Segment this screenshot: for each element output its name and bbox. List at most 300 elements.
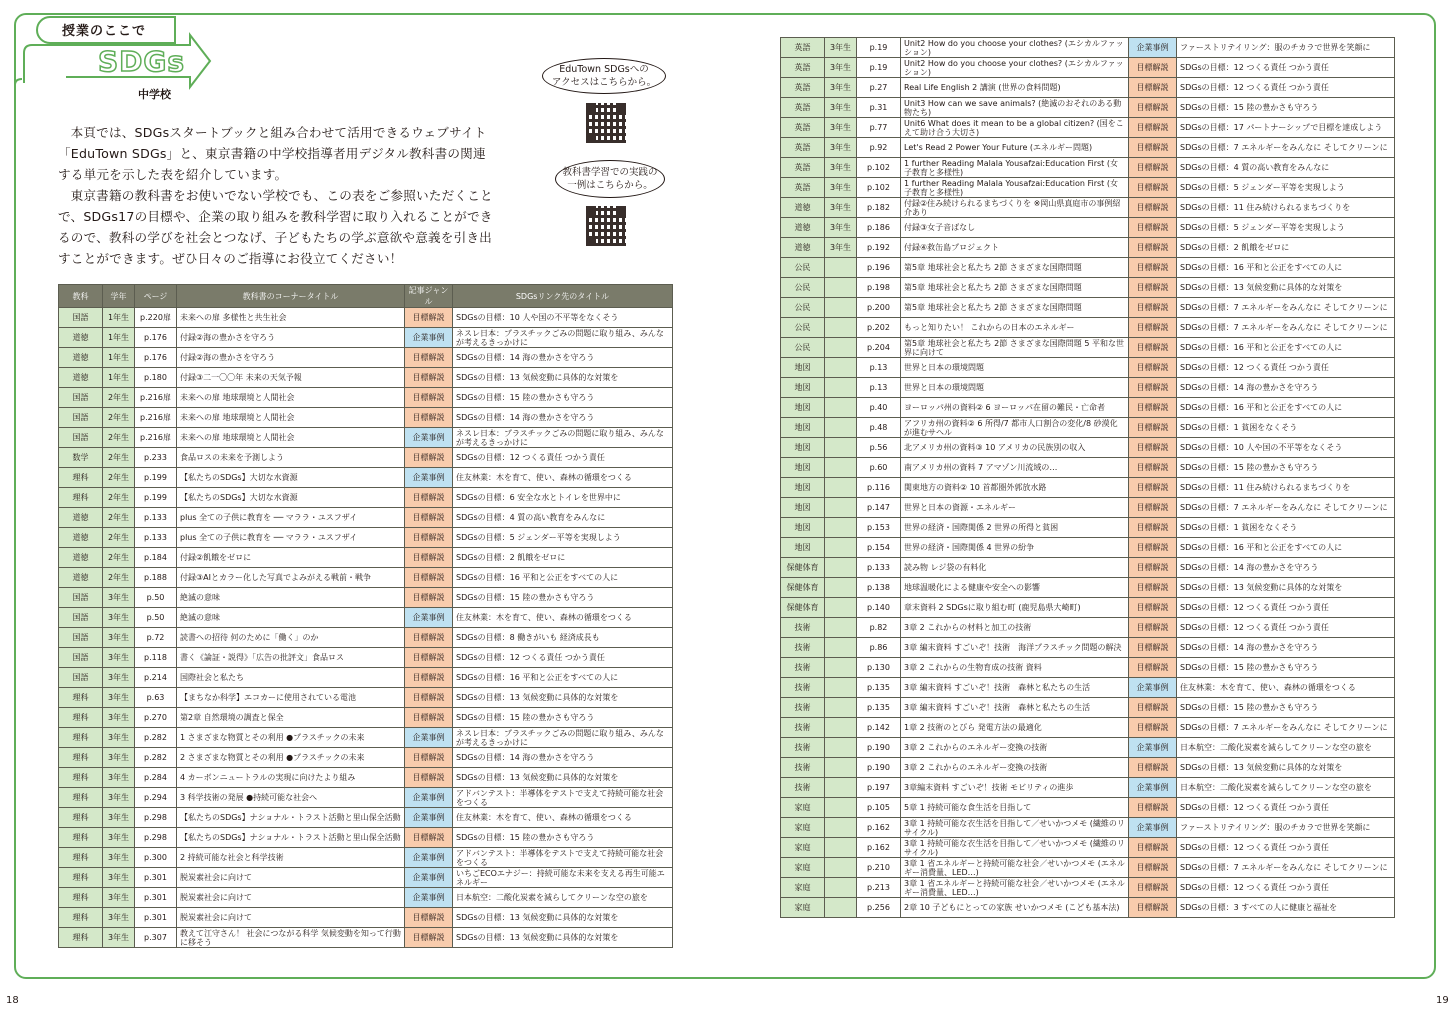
cell-genre: 目標解説	[1129, 718, 1177, 738]
cell-subject: 家庭	[781, 858, 825, 878]
table-row	[59, 368, 673, 388]
cell-link-title: 日本航空：二酸化炭素を減らしてクリーンな空の旅を	[1177, 778, 1395, 798]
cell-link-title: SDGsの目標：10 人や国の不平等をなくそう	[1177, 438, 1395, 458]
cell-grade: 2年生	[103, 548, 135, 568]
cell-corner-title: 5章 1 持続可能な食生活を目指して	[901, 798, 1129, 818]
table-row	[781, 518, 1395, 538]
cell-page: p.154	[857, 538, 901, 558]
cell-corner-title: 付録②海の豊かさを守ろう	[177, 348, 405, 368]
table-row	[59, 388, 673, 408]
cell-subject: 国語	[59, 428, 103, 448]
cell-subject: 英語	[781, 78, 825, 98]
page-number-right: 19	[1436, 995, 1449, 1006]
cell-link-title: SDGsの目標：14 海の豊かさを守ろう	[1177, 638, 1395, 658]
cell-subject: 技術	[781, 618, 825, 638]
cell-link-title: SDGsの目標：15 陸の豊かさも守ろう	[1177, 458, 1395, 478]
table-row	[59, 708, 673, 728]
cell-link-title: 住友林業：木を育て、使い、森林の循環をつくる	[453, 468, 673, 488]
cell-grade	[825, 878, 857, 898]
cell-link-title: SDGsの目標：8 働きがいも 経済成長も	[453, 628, 673, 648]
cell-grade: 3年生	[103, 648, 135, 668]
cell-subject: 技術	[781, 758, 825, 778]
cell-subject: 保健体育	[781, 558, 825, 578]
header-corner-title: 教科書のコーナータイトル	[177, 285, 405, 308]
cell-subject: 英語	[781, 98, 825, 118]
cell-link-title: SDGsの目標：15 陸の豊かさも守ろう	[453, 828, 673, 848]
cell-grade	[825, 538, 857, 558]
cell-link-title: ファーストリテイリング：服のチカラで世界を笑顔に	[1177, 818, 1395, 838]
cell-genre: 目標解説	[1129, 618, 1177, 638]
cell-link-title: 住友林業：木を育て、使い、森林の循環をつくる	[453, 608, 673, 628]
cell-subject: 理科	[59, 908, 103, 928]
cell-link-title: SDGsの目標：16 平和と公正をすべての人に	[1177, 398, 1395, 418]
left-sdgs-table	[58, 284, 673, 948]
cell-link-title: SDGsの目標：11 住み続けられるまちづくりを	[1177, 198, 1395, 218]
cell-corner-title: 付録④救缶島プロジェクト	[901, 238, 1129, 258]
edutown-bubble-line-2: アクセスはこちらから。	[551, 77, 657, 88]
cell-grade: 3年生	[103, 828, 135, 848]
table-row	[781, 458, 1395, 478]
cell-genre: 目標解説	[1129, 338, 1177, 358]
cell-subject: 地図	[781, 418, 825, 438]
cell-page: p.133	[135, 528, 177, 548]
cell-subject: 理科	[59, 928, 103, 948]
cell-grade	[825, 898, 857, 918]
table-row	[781, 838, 1395, 858]
cell-page: p.56	[857, 438, 901, 458]
cell-link-title: SDGsの目標：17 パートナーシップで目標を達成しよう	[1177, 118, 1395, 138]
cell-corner-title: 3章 編末資料 すごいぞ！技術 森林と私たちの生活	[901, 698, 1129, 718]
cell-genre: 目標解説	[1129, 498, 1177, 518]
cell-link-title: SDGsの目標：15 陸の豊かさも守ろう	[453, 388, 673, 408]
cell-page: p.50	[135, 588, 177, 608]
cell-genre: 目標解説	[1129, 78, 1177, 98]
cell-subject: 地図	[781, 518, 825, 538]
cell-subject: 公民	[781, 278, 825, 298]
cell-corner-title: 食品ロスの未来を予測しよう	[177, 448, 405, 468]
cell-link-title: 日本航空：二酸化炭素を減らしてクリーンな空の旅を	[453, 888, 673, 908]
edutown-access-bubble	[542, 58, 666, 94]
cell-grade: 3年生	[825, 218, 857, 238]
intro-text	[58, 122, 494, 269]
cell-genre: 目標解説	[1129, 278, 1177, 298]
table-row	[59, 868, 673, 888]
left-table-body	[59, 308, 673, 948]
cell-grade	[825, 398, 857, 418]
cell-page: p.190	[857, 738, 901, 758]
cell-page: p.220扉	[135, 308, 177, 328]
cell-genre: 目標解説	[405, 448, 453, 468]
cell-corner-title: 付録②飢餓をゼロに	[177, 548, 405, 568]
cell-genre: 目標解説	[405, 928, 453, 948]
cell-corner-title: 【まちなか科学】エコカーに使用されている電池	[177, 688, 405, 708]
cell-page: p.19	[857, 58, 901, 78]
cell-subject: 技術	[781, 658, 825, 678]
table-row	[781, 358, 1395, 378]
cell-link-title: SDGsの目標：5 ジェンダー平等を実現しよう	[1177, 218, 1395, 238]
cell-link-title: SDGsの目標：12 つくる責任 つかう責任	[1177, 358, 1395, 378]
cell-subject: 技術	[781, 678, 825, 698]
cell-genre: 目標解説	[1129, 798, 1177, 818]
cell-page: p.135	[857, 678, 901, 698]
cell-subject: 英語	[781, 118, 825, 138]
table-row	[781, 138, 1395, 158]
cell-genre: 企業事例	[1129, 818, 1177, 838]
cell-subject: 理科	[59, 488, 103, 508]
cell-grade	[825, 358, 857, 378]
cell-corner-title: Unit2 How do you choose your clothes? (エシカルファッション)	[901, 38, 1129, 58]
cell-subject: 技術	[781, 778, 825, 798]
cell-page: p.116	[857, 478, 901, 498]
cell-genre: 目標解説	[1129, 118, 1177, 138]
cell-corner-title: Unit2 How do you choose your clothes? (エシカルファッション)	[901, 58, 1129, 78]
cell-link-title: 住友林業：木を育て、使い、森林の循環をつくる	[453, 808, 673, 828]
cell-link-title: いちごECOエナジー：持続可能な未来を支える再生可能エネルギー	[453, 868, 673, 888]
table-row	[781, 158, 1395, 178]
table-row	[781, 438, 1395, 458]
cell-subject: 道徳	[59, 528, 103, 548]
cell-genre: 目標解説	[1129, 758, 1177, 778]
cell-page: p.180	[135, 368, 177, 388]
cell-corner-title: 付録②海の豊かさを守ろう	[177, 328, 405, 348]
cell-genre: 目標解説	[405, 348, 453, 368]
cell-subject: 理科	[59, 828, 103, 848]
cell-subject: 道徳	[781, 238, 825, 258]
cell-corner-title: 世界と日本の環境問題	[901, 378, 1129, 398]
table-row	[59, 808, 673, 828]
cell-link-title: SDGsの目標：15 陸の豊かさも守ろう	[1177, 698, 1395, 718]
cell-page: p.86	[857, 638, 901, 658]
header-label: 授業のここで	[62, 24, 147, 39]
cell-subject: 技術	[781, 718, 825, 738]
cell-genre: 目標解説	[405, 368, 453, 388]
cell-genre: 目標解説	[405, 628, 453, 648]
cell-page: p.118	[135, 648, 177, 668]
cell-genre: 目標解説	[1129, 878, 1177, 898]
cell-corner-title: Unit6 What does it mean to be a global citizen? (国をこえて助け合う大切さ)	[901, 118, 1129, 138]
cell-genre: 目標解説	[1129, 598, 1177, 618]
cell-grade: 3年生	[825, 118, 857, 138]
cell-genre: 企業事例	[405, 788, 453, 808]
table-row	[781, 238, 1395, 258]
cell-grade	[825, 858, 857, 878]
cell-link-title: SDGsの目標：12 つくる責任 つかう責任	[1177, 878, 1395, 898]
cell-genre: 目標解説	[1129, 438, 1177, 458]
cell-link-title: SDGsの目標：15 陸の豊かさも守ろう	[453, 588, 673, 608]
cell-genre: 企業事例	[405, 728, 453, 748]
table-row	[59, 828, 673, 848]
cell-corner-title: 2章 10 子どもにとっての家族 せいかつメモ (こども基本法)	[901, 898, 1129, 918]
cell-genre: 目標解説	[405, 648, 453, 668]
cell-page: p.31	[857, 98, 901, 118]
cell-corner-title: 世界の経済・国際関係 4 世界の紛争	[901, 538, 1129, 558]
edutown-bubble-line-1: EduTown SDGsへの	[559, 64, 649, 75]
cell-page: p.282	[135, 748, 177, 768]
cell-corner-title: 3章 1 省エネルギーと持続可能な社会／せいかつメモ (エネルギー消費量、LED…)	[901, 858, 1129, 878]
table-row	[59, 668, 673, 688]
cell-genre: 目標解説	[1129, 358, 1177, 378]
cell-link-title: SDGsの目標：1 貧困をなくそう	[1177, 418, 1395, 438]
cell-corner-title: Let's Read 2 Power Your Future (エネルギー問題)	[901, 138, 1129, 158]
cell-grade: 3年生	[103, 808, 135, 828]
cell-genre: 目標解説	[1129, 418, 1177, 438]
cell-link-title: SDGsの目標：7 エネルギーをみんなに そしてクリーンに	[1177, 858, 1395, 878]
cell-corner-title: 第5章 地球社会と私たち 2節 さまざまな国際問題	[901, 278, 1129, 298]
table-row	[59, 748, 673, 768]
practice-bubble-line-1: 教科書学習での実践の	[562, 167, 658, 178]
cell-link-title: SDGsの目標：10 人や国の不平等をなくそう	[453, 308, 673, 328]
cell-link-title: ネスレ日本：プラスチックごみの問題に取り組み、みんなが考えるきっかけに	[453, 428, 673, 448]
cell-grade: 3年生	[103, 848, 135, 868]
table-row	[781, 318, 1395, 338]
cell-grade: 3年生	[103, 768, 135, 788]
cell-subject: 道徳	[59, 328, 103, 348]
cell-subject: 地図	[781, 478, 825, 498]
cell-page: p.182	[857, 198, 901, 218]
cell-link-title: SDGsの目標：15 陸の豊かさも守ろう	[1177, 658, 1395, 678]
cell-page: p.307	[135, 928, 177, 948]
cell-link-title: アドバンテスト：半導体をテストで支えて持続可能な社会をつくる	[453, 788, 673, 808]
cell-grade	[825, 598, 857, 618]
cell-genre: 企業事例	[1129, 738, 1177, 758]
cell-grade: 3年生	[825, 58, 857, 78]
cell-link-title: ファーストリテイリング：服のチカラで世界を笑顔に	[1177, 38, 1395, 58]
cell-subject: 地図	[781, 358, 825, 378]
cell-genre: 目標解説	[405, 748, 453, 768]
cell-page: p.102	[857, 178, 901, 198]
cell-corner-title: 世界と日本の資源・エネルギー	[901, 498, 1129, 518]
cell-grade: 3年生	[825, 38, 857, 58]
cell-page: p.188	[135, 568, 177, 588]
cell-subject: 理科	[59, 768, 103, 788]
cell-page: p.176	[135, 348, 177, 368]
cell-page: p.60	[857, 458, 901, 478]
cell-subject: 技術	[781, 638, 825, 658]
cell-genre: 目標解説	[1129, 178, 1177, 198]
cell-link-title: SDGsの目標：1 貧困をなくそう	[1177, 518, 1395, 538]
cell-subject: 英語	[781, 158, 825, 178]
cell-genre: 目標解説	[1129, 458, 1177, 478]
cell-corner-title: 未来への扉 多様性と共生社会	[177, 308, 405, 328]
cell-subject: 理科	[59, 788, 103, 808]
cell-genre: 目標解説	[1129, 158, 1177, 178]
cell-subject: 国語	[59, 668, 103, 688]
header-link-title: SDGsリンク先のタイトル	[453, 285, 673, 308]
cell-grade: 3年生	[103, 708, 135, 728]
header-genre: 記事ジャンル	[405, 285, 453, 308]
cell-corner-title: 3章 2 これからのエネルギー変換の技術	[901, 738, 1129, 758]
cell-page: p.198	[857, 278, 901, 298]
cell-corner-title: 3章 編末資料 すごいぞ！技術 海洋プラスチック問題の解決	[901, 638, 1129, 658]
cell-subject: 道徳	[59, 348, 103, 368]
cell-grade: 2年生	[103, 508, 135, 528]
cell-grade: 2年生	[103, 568, 135, 588]
table-row	[781, 118, 1395, 138]
practice-qr-code[interactable]	[586, 206, 626, 246]
cell-page: p.204	[857, 338, 901, 358]
cell-page: p.196	[857, 258, 901, 278]
cell-grade: 1年生	[103, 328, 135, 348]
cell-link-title: SDGsの目標：12 つくる責任 つかう責任	[1177, 618, 1395, 638]
cell-genre: 目標解説	[1129, 378, 1177, 398]
cell-link-title: SDGsの目標：12 つくる責任 つかう責任	[453, 448, 673, 468]
cell-link-title: SDGsの目標：13 気候変動に具体的な対策を	[1177, 278, 1395, 298]
table-row	[781, 338, 1395, 358]
cell-page: p.184	[135, 548, 177, 568]
cell-grade	[825, 298, 857, 318]
cell-corner-title: 2 さまざまな物質とその利用 ●プラスチックの未来	[177, 748, 405, 768]
cell-link-title: SDGsの目標：12 つくる責任 つかう責任	[1177, 838, 1395, 858]
cell-subject: 公民	[781, 258, 825, 278]
cell-genre: 目標解説	[405, 388, 453, 408]
cell-page: p.199	[135, 488, 177, 508]
intro-paragraph-1: 本頁では、SDGsスタートブックと組み合わせて活用できるウェブサイト「EduTown SDGs」と、東京書籍の中学校指導者用デジタル教科書の関連する単元を示した表を紹介しています。	[58, 125, 487, 182]
cell-grade: 1年生	[103, 348, 135, 368]
cell-corner-title: 第5章 地球社会と私たち 2節 さまざまな国際問題	[901, 258, 1129, 278]
cell-link-title: SDGsの目標：13 気候変動に具体的な対策を	[453, 768, 673, 788]
cell-subject: 英語	[781, 138, 825, 158]
cell-subject: 技術	[781, 738, 825, 758]
cell-grade: 3年生	[825, 98, 857, 118]
cell-corner-title: 絶滅の意味	[177, 608, 405, 628]
edutown-qr-code[interactable]	[586, 103, 626, 143]
cell-corner-title: 読書への招待 何のために「働く」のか	[177, 628, 405, 648]
cell-genre: 企業事例	[1129, 38, 1177, 58]
table-row	[781, 778, 1395, 798]
cell-corner-title: 3章 1 持続可能な衣生活を目指して／せいかつメモ (繊維のリサイクル)	[901, 818, 1129, 838]
cell-genre: 企業事例	[405, 848, 453, 868]
table-row	[59, 688, 673, 708]
cell-corner-title: 関東地方の資料② 10 首都圏外郭放水路	[901, 478, 1129, 498]
cell-subject: 保健体育	[781, 578, 825, 598]
cell-genre: 目標解説	[405, 548, 453, 568]
cell-corner-title: 1章 2 技術のとびら 発電方法の最適化	[901, 718, 1129, 738]
cell-corner-title: 教えて江守さん！ 社会につながる科学 気候変動を知って行動に移そう	[177, 928, 405, 948]
table-row	[59, 548, 673, 568]
cell-subject: 国語	[59, 648, 103, 668]
table-row	[59, 528, 673, 548]
cell-genre: 目標解説	[1129, 638, 1177, 658]
cell-page: p.294	[135, 788, 177, 808]
table-row	[781, 178, 1395, 198]
cell-grade: 3年生	[103, 928, 135, 948]
cell-subject: 道徳	[59, 508, 103, 528]
cell-genre: 目標解説	[405, 308, 453, 328]
cell-corner-title: 【私たちのSDGs】大切な水資源	[177, 488, 405, 508]
cell-grade: 3年生	[103, 748, 135, 768]
cell-subject: 地図	[781, 498, 825, 518]
cell-grade	[825, 718, 857, 738]
cell-link-title: SDGsの目標：16 平和と公正をすべての人に	[1177, 538, 1395, 558]
cell-page: p.82	[857, 618, 901, 638]
cell-genre: 目標解説	[1129, 58, 1177, 78]
cell-corner-title: 付録③AIとカラー化した写真でよみがえる戦前・戦争	[177, 568, 405, 588]
table-row	[781, 98, 1395, 118]
cell-grade: 3年生	[825, 178, 857, 198]
school-level-label: 中学校	[138, 88, 171, 101]
table-row	[59, 588, 673, 608]
cell-link-title: SDGsの目標：16 平和と公正をすべての人に	[453, 668, 673, 688]
table-row	[781, 398, 1395, 418]
cell-link-title: SDGsの目標：6 安全な水とトイレを世界中に	[453, 488, 673, 508]
header-page: ページ	[135, 285, 177, 308]
cell-corner-title: 3章編末資料 すごいぞ！技術 モビリティの進歩	[901, 778, 1129, 798]
cell-page: p.72	[135, 628, 177, 648]
cell-corner-title: 地球温暖化による健康や安全への影響	[901, 578, 1129, 598]
right-table-body	[781, 38, 1395, 918]
cell-link-title: 住友林業：木を育て、使い、森林の循環をつくる	[1177, 678, 1395, 698]
cell-corner-title: 付録②住み続けられるまちづくりを ※岡山県真庭市の事例紹介あり	[901, 198, 1129, 218]
cell-corner-title: 第5章 地球社会と私たち 2節 さまざまな国際問題 5 平和な世界に向けて	[901, 338, 1129, 358]
cell-grade: 3年生	[103, 628, 135, 648]
cell-grade: 3年生	[825, 138, 857, 158]
cell-grade	[825, 778, 857, 798]
cell-grade	[825, 518, 857, 538]
cell-link-title: SDGsの目標：14 海の豊かさを守ろう	[1177, 378, 1395, 398]
cell-grade	[825, 758, 857, 778]
practice-example-bubble	[555, 160, 665, 198]
cell-page: p.142	[857, 718, 901, 738]
cell-corner-title: 3章 編末資料 すごいぞ！技術 森林と私たちの生活	[901, 678, 1129, 698]
cell-genre: 目標解説	[405, 768, 453, 788]
cell-genre: 目標解説	[405, 588, 453, 608]
cell-page: p.176	[135, 328, 177, 348]
cell-grade: 3年生	[103, 688, 135, 708]
cell-link-title: SDGsの目標：7 エネルギーをみんなに そしてクリーンに	[1177, 318, 1395, 338]
cell-subject: 国語	[59, 608, 103, 628]
cell-link-title: SDGsの目標：13 気候変動に具体的な対策を	[453, 908, 673, 928]
cell-corner-title: 読み物 レジ袋の有料化	[901, 558, 1129, 578]
cell-corner-title: plus 全ての子供に教育を ── マララ・ユスフザイ	[177, 508, 405, 528]
cell-link-title: SDGsの目標：12 つくる責任 つかう責任	[1177, 598, 1395, 618]
cell-grade	[825, 678, 857, 698]
cell-subject: 道徳	[59, 368, 103, 388]
cell-page: p.298	[135, 828, 177, 848]
cell-link-title: SDGsの目標：16 平和と公正をすべての人に	[453, 568, 673, 588]
cell-grade: 1年生	[103, 308, 135, 328]
cell-subject: 国語	[59, 408, 103, 428]
table-row	[59, 768, 673, 788]
cell-subject: 技術	[781, 698, 825, 718]
cell-page: p.40	[857, 398, 901, 418]
cell-page: p.197	[857, 778, 901, 798]
cell-genre: 目標解説	[1129, 838, 1177, 858]
cell-grade: 3年生	[103, 668, 135, 688]
cell-corner-title: 1 further Reading Malala Yousafzai:Education First (女子教育と多様性)	[901, 178, 1129, 198]
cell-link-title: SDGsの目標：13 気候変動に具体的な対策を	[453, 928, 673, 948]
cell-subject: 理科	[59, 468, 103, 488]
table-row	[781, 878, 1395, 898]
cell-link-title: SDGsの目標：3 すべての人に健康と福祉を	[1177, 898, 1395, 918]
cell-corner-title: 絶滅の意味	[177, 588, 405, 608]
table-row	[59, 488, 673, 508]
cell-subject: 地図	[781, 438, 825, 458]
cell-page: p.301	[135, 888, 177, 908]
cell-page: p.135	[857, 698, 901, 718]
cell-grade	[825, 738, 857, 758]
cell-subject: 保健体育	[781, 598, 825, 618]
cell-grade: 3年生	[825, 158, 857, 178]
cell-corner-title: ヨーロッパ州の資料② 6 ヨーロッパ在留の難民・亡命者	[901, 398, 1129, 418]
cell-genre: 企業事例	[405, 868, 453, 888]
cell-page: p.13	[857, 358, 901, 378]
table-row	[781, 198, 1395, 218]
cell-genre: 目標解説	[1129, 698, 1177, 718]
cell-corner-title: 未来への扉 地球環境と人間社会	[177, 388, 405, 408]
cell-page: p.133	[135, 508, 177, 528]
cell-link-title: ネスレ日本：プラスチックごみの問題に取り組み、みんなが考えるきっかけに	[453, 328, 673, 348]
cell-page: p.102	[857, 158, 901, 178]
